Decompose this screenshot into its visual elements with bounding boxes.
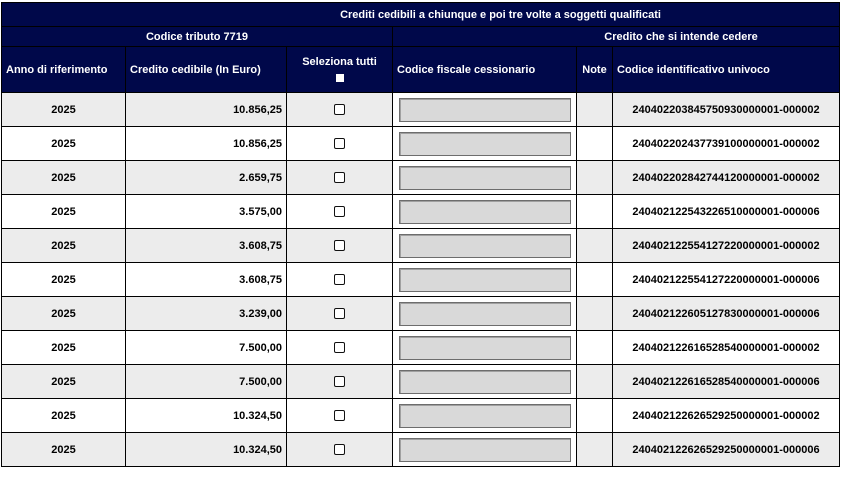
- row-select-checkbox[interactable]: [334, 342, 345, 353]
- cell-anno: 2025: [2, 399, 126, 433]
- cell-seleziona: [287, 365, 393, 399]
- cell-credito: 10.324,50: [126, 433, 287, 467]
- codice-fiscale-input[interactable]: [399, 166, 571, 190]
- cell-anno: 2025: [2, 229, 126, 263]
- col-header-anno: Anno di riferimento: [2, 47, 126, 93]
- main-title: Crediti cedibili a chiunque e poi tre volte a soggetti qualificati: [2, 3, 840, 27]
- row-select-checkbox[interactable]: [334, 104, 345, 115]
- table-row: [2, 399, 840, 433]
- codice-fiscale-input[interactable]: [399, 98, 571, 122]
- cell-codice-fiscale: [393, 365, 577, 399]
- codice-fiscale-input[interactable]: [399, 132, 571, 156]
- cell-seleziona: [287, 297, 393, 331]
- row-select-checkbox[interactable]: [334, 410, 345, 421]
- cell-anno: 2025: [2, 297, 126, 331]
- cell-codice-fiscale: [393, 161, 577, 195]
- credits-table: [1, 2, 840, 467]
- cell-credito: 3.608,75: [126, 229, 287, 263]
- group-header-codice-tributo: Codice tributo 7719: [2, 27, 393, 47]
- cell-codice-fiscale: [393, 399, 577, 433]
- cell-codice-fiscale: [393, 93, 577, 127]
- cell-credito: 3.608,75: [126, 263, 287, 297]
- cell-seleziona: [287, 399, 393, 433]
- table-row: [2, 161, 840, 195]
- row-select-checkbox[interactable]: [334, 240, 345, 251]
- cell-codice-univoco: 240402122626529250000001-000006: [613, 433, 840, 467]
- cell-anno: 2025: [2, 195, 126, 229]
- row-select-checkbox[interactable]: [334, 172, 345, 183]
- cell-codice-univoco: 240402202437739100000001-000002: [613, 127, 840, 161]
- table-row: [2, 229, 840, 263]
- row-select-checkbox[interactable]: [334, 138, 345, 149]
- table-row: [2, 331, 840, 365]
- cell-codice-fiscale: [393, 229, 577, 263]
- codice-fiscale-input[interactable]: [399, 438, 571, 462]
- cell-anno: 2025: [2, 433, 126, 467]
- cell-codice-fiscale: [393, 297, 577, 331]
- cell-codice-univoco: 240402122616528540000001-000002: [613, 331, 840, 365]
- cell-seleziona: [287, 433, 393, 467]
- cell-codice-fiscale: [393, 263, 577, 297]
- cell-note: [577, 365, 613, 399]
- col-header-seleziona: [287, 47, 393, 93]
- cell-anno: 2025: [2, 263, 126, 297]
- cell-anno: 2025: [2, 127, 126, 161]
- cell-credito: 10.856,25: [126, 93, 287, 127]
- cell-codice-univoco: 240402122616528540000001-000006: [613, 365, 840, 399]
- cell-seleziona: [287, 161, 393, 195]
- cell-codice-univoco: 240402203845750930000001-000002: [613, 93, 840, 127]
- codice-fiscale-input[interactable]: [399, 200, 571, 224]
- cell-credito: 7.500,00: [126, 365, 287, 399]
- row-select-checkbox[interactable]: [334, 206, 345, 217]
- codice-fiscale-input[interactable]: [399, 268, 571, 292]
- table-row: [2, 433, 840, 467]
- cell-credito: 10.324,50: [126, 399, 287, 433]
- col-header-credito: Credito cedibile (In Euro): [126, 47, 287, 93]
- cell-seleziona: [287, 263, 393, 297]
- cell-note: [577, 93, 613, 127]
- col-header-note: Note: [577, 47, 613, 93]
- cell-credito: 10.856,25: [126, 127, 287, 161]
- cell-anno: 2025: [2, 365, 126, 399]
- row-select-checkbox[interactable]: [334, 376, 345, 387]
- cell-codice-fiscale: [393, 195, 577, 229]
- cell-credito: 2.659,75: [126, 161, 287, 195]
- cell-note: [577, 433, 613, 467]
- cell-anno: 2025: [2, 93, 126, 127]
- select-all-checkbox[interactable]: [336, 74, 344, 82]
- cell-codice-fiscale: [393, 433, 577, 467]
- cell-note: [577, 263, 613, 297]
- cell-note: [577, 399, 613, 433]
- cell-anno: 2025: [2, 161, 126, 195]
- cell-note: [577, 127, 613, 161]
- table-row: [2, 93, 840, 127]
- codice-fiscale-input[interactable]: [399, 302, 571, 326]
- table-row: [2, 195, 840, 229]
- cell-seleziona: [287, 127, 393, 161]
- row-select-checkbox[interactable]: [334, 444, 345, 455]
- cell-codice-univoco: 240402122605127830000001-000006: [613, 297, 840, 331]
- cell-seleziona: [287, 331, 393, 365]
- group-header-credito-cedere: Credito che si intende cedere: [393, 27, 840, 47]
- cell-codice-fiscale: [393, 127, 577, 161]
- table-row: [2, 263, 840, 297]
- cell-codice-univoco: 240402122554127220000001-000002: [613, 229, 840, 263]
- col-header-codice-univoco: Codice identificativo univoco: [613, 47, 840, 93]
- cell-credito: 7.500,00: [126, 331, 287, 365]
- cell-note: [577, 229, 613, 263]
- cell-seleziona: [287, 93, 393, 127]
- cell-credito: 3.239,00: [126, 297, 287, 331]
- codice-fiscale-input[interactable]: [399, 404, 571, 428]
- table-row: [2, 297, 840, 331]
- cell-seleziona: [287, 195, 393, 229]
- codice-fiscale-input[interactable]: [399, 370, 571, 394]
- cell-note: [577, 195, 613, 229]
- select-all-label: Seleziona tutti: [302, 56, 377, 68]
- table-body: [2, 93, 840, 467]
- cell-note: [577, 331, 613, 365]
- cell-note: [577, 161, 613, 195]
- row-select-checkbox[interactable]: [334, 274, 345, 285]
- cell-codice-univoco: 240402122543226510000001-000006: [613, 195, 840, 229]
- codice-fiscale-input[interactable]: [399, 234, 571, 258]
- col-header-codice-fiscale: Codice fiscale cessionario: [393, 47, 577, 93]
- table-row: [2, 127, 840, 161]
- table-row: [2, 365, 840, 399]
- cell-note: [577, 297, 613, 331]
- cell-codice-univoco: 240402202842744120000001-000002: [613, 161, 840, 195]
- cell-codice-fiscale: [393, 331, 577, 365]
- cell-codice-univoco: 240402122554127220000001-000006: [613, 263, 840, 297]
- cell-seleziona: [287, 229, 393, 263]
- row-select-checkbox[interactable]: [334, 308, 345, 319]
- cell-anno: 2025: [2, 331, 126, 365]
- codice-fiscale-input[interactable]: [399, 336, 571, 360]
- cell-codice-univoco: 240402122626529250000001-000002: [613, 399, 840, 433]
- cell-credito: 3.575,00: [126, 195, 287, 229]
